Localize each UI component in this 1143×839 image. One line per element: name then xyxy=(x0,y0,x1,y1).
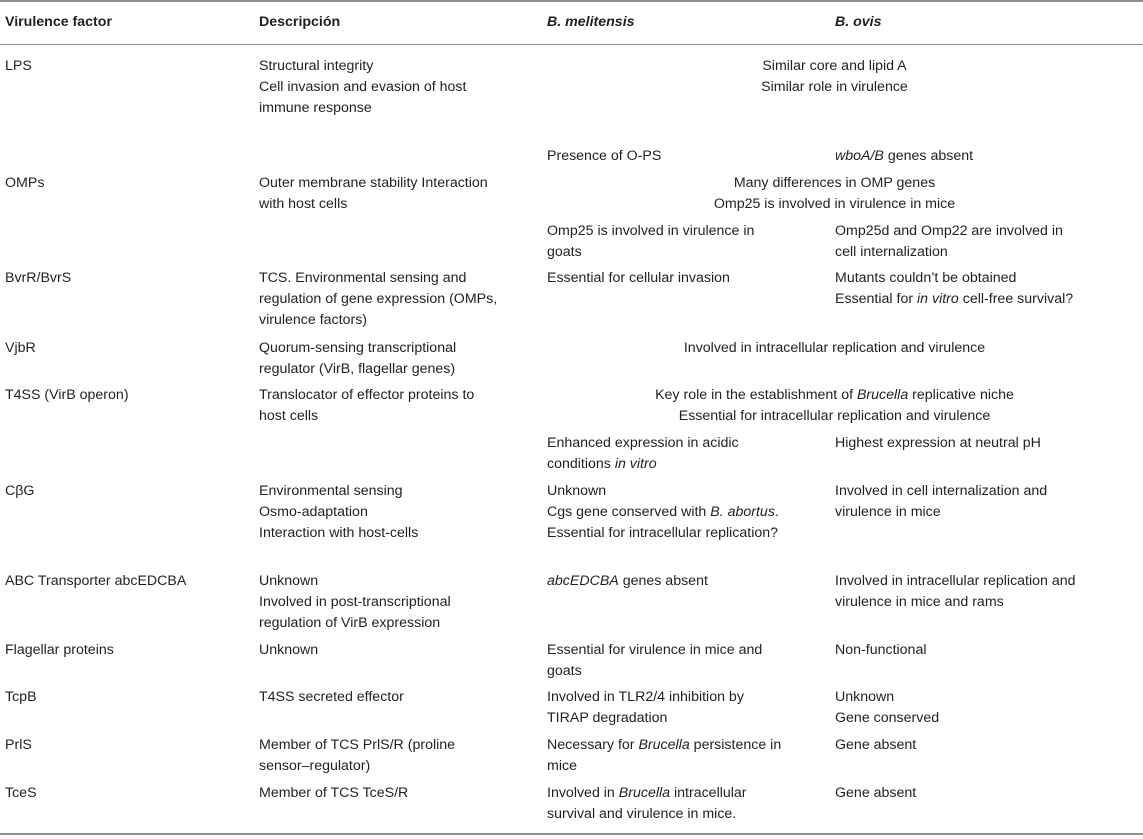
t4ss-mel-2a: conditions xyxy=(547,456,615,472)
cbg-mel-2a: Cgs gene conserved with xyxy=(547,504,711,520)
abc-mel-text: genes absent xyxy=(618,573,708,589)
bvr-ovis-line2a: Essential for xyxy=(835,291,918,307)
header-virulence-factor: Virulence factor xyxy=(5,14,112,30)
tces-mel-1c: intracellular xyxy=(670,785,747,801)
table-row-vjbr-factor: VjbR xyxy=(5,340,36,356)
table-row-cbg-melitensis xyxy=(547,481,779,544)
bvr-ovis-line1: Mutants couldn’t be obtained xyxy=(835,270,1017,286)
header-b-melitensis: B. melitensis xyxy=(547,14,635,30)
cbg-mel-3: Essential for intracellular replication? xyxy=(547,525,779,541)
table-row-prls-ovis: Gene absent xyxy=(835,737,917,753)
table-row-prls-factor: PrlS xyxy=(5,737,32,753)
bottom-rule xyxy=(0,833,1143,835)
bvr-ovis-line2c: cell-free survival? xyxy=(958,291,1074,307)
header-rule xyxy=(0,44,1143,45)
table-row-bvr-ovis xyxy=(835,268,1073,310)
tces-mel-1a: Involved in xyxy=(547,785,619,801)
cbg-mel-babortus: B. abortus xyxy=(710,504,775,520)
prls-mel-1a: Necessary for xyxy=(547,737,639,753)
top-rule xyxy=(0,0,1143,2)
t4ss-shared-brucella: Brucella xyxy=(856,387,909,403)
table-row-lps-shared: Similar core and lipid A Similar role in virulence xyxy=(761,58,908,95)
table-row-omps-shared: Many differences in OMP genes Omp25 is involved in virulence in mice xyxy=(713,175,956,212)
table-row-tcpb-factor: TcpB xyxy=(5,689,37,705)
table-row-abc-factor: ABC Transporter abcEDCBA xyxy=(5,573,187,589)
table-row-tces-melitensis xyxy=(547,783,747,825)
table-row-tcpb-melitensis: Involved in TLR2/4 inhibition by TIRAP degradation xyxy=(547,689,744,726)
table-row-tces-description: Member of TCS TceS/R xyxy=(259,785,409,801)
wboab-gene: wboA/B xyxy=(835,148,884,164)
table-row-omps-melitensis: Omp25 is involved in virulence in goats xyxy=(547,223,755,260)
table-row-tces-ovis: Gene absent xyxy=(835,785,917,801)
table-row-cbg-description: Environmental sensing Osmo-adaptation Interaction with host-cells xyxy=(259,483,419,541)
table-row-lps-description: Structural integrity Cell invasion and evasion of host immune response xyxy=(259,58,467,116)
t4ss-mel-invitro: in vitro xyxy=(614,456,657,472)
table-row-omps-description: Outer membrane stability Interaction with host cells xyxy=(259,175,488,212)
table-row-prls-melitensis xyxy=(547,735,781,777)
table-row-tcpb-description: T4SS secreted effector xyxy=(259,689,404,705)
table-row-abc-melitensis xyxy=(547,571,708,592)
tces-mel-2: survival and virulence in mice. xyxy=(547,806,737,822)
table-row-t4ss-ovis: Highest expression at neutral pH xyxy=(835,435,1041,451)
tces-mel-brucella: Brucella xyxy=(618,785,671,801)
abc-mel-gene: abcEDCBA xyxy=(547,573,619,589)
table-row-omps-ovis: Omp25d and Omp22 are involved in cell internalization xyxy=(835,223,1063,260)
table-row-bvr-melitensis: Essential for cellular invasion xyxy=(547,270,730,286)
table-row-bvr-factor: BvrR/BvrS xyxy=(5,270,72,286)
table-row-vjbr-description: Quorum-sensing transcriptional regulator (VirB, flagellar genes) xyxy=(259,340,457,377)
table-row-vjbr-shared: Involved in intracellular replication and virulence xyxy=(683,340,986,356)
table-row-abc-ovis: Involved in intracellular replication and virulence in mice and rams xyxy=(835,573,1076,610)
table-row-flagellar-factor: Flagellar proteins xyxy=(5,642,114,658)
table-row-omps-factor: OMPs xyxy=(5,175,45,191)
table-row-cbg-ovis: Involved in cell internalization and virulence in mice xyxy=(835,483,1048,520)
table-row-tcpb-ovis: Unknown Gene conserved xyxy=(835,689,940,726)
table-row-lps-ovis xyxy=(835,146,973,167)
table-row-lps-melitensis: Presence of O-PS xyxy=(547,148,662,164)
table-row-t4ss-melitensis xyxy=(547,433,739,475)
table-row-prls-description: Member of TCS PrlS/R (proline sensor–regulator) xyxy=(259,737,456,774)
prls-mel-brucella: Brucella xyxy=(638,737,690,753)
t4ss-mel-1: Enhanced expression in acidic xyxy=(547,435,739,451)
table-row-flagellar-melitensis: Essential for virulence in mice and goats xyxy=(547,642,763,679)
table-row-lps-factor: LPS xyxy=(5,58,32,74)
prls-mel-1c: persistence in xyxy=(689,737,782,753)
table-row-t4ss-factor: T4SS (VirB operon) xyxy=(5,387,129,403)
table-row-bvr-description: TCS. Environmental sensing and regulation of gene expression (OMPs, virulence factors) xyxy=(259,270,498,328)
table-row-flagellar-description: Unknown xyxy=(259,642,319,658)
header-descripcion: Descripción xyxy=(259,14,341,30)
bvr-ovis-invitro: in vitro xyxy=(917,291,959,307)
table-row-tces-factor: TceS xyxy=(5,785,37,801)
t4ss-shared-1a: Key role in the establishment of xyxy=(655,387,857,403)
t4ss-shared-1c: replicative niche xyxy=(908,387,1014,403)
cbg-mel-2c: . xyxy=(774,504,779,520)
table-row-t4ss-shared xyxy=(547,385,1122,427)
table-row-cbg-factor: CβG xyxy=(5,483,35,499)
table-row-flagellar-ovis: Non-functional xyxy=(835,642,927,658)
header-b-ovis: B. ovis xyxy=(835,14,882,30)
table-row-t4ss-description: Translocator of effector proteins to host cells xyxy=(259,387,475,424)
wboab-text: genes absent xyxy=(883,148,974,164)
prls-mel-2: mice xyxy=(547,758,577,774)
t4ss-shared-2: Essential for intracellular replication and virulence xyxy=(678,408,991,424)
table-row-abc-description: Unknown Involved in post-transcriptional regulation of VirB expression xyxy=(259,573,451,631)
cbg-mel-1: Unknown xyxy=(547,483,607,499)
